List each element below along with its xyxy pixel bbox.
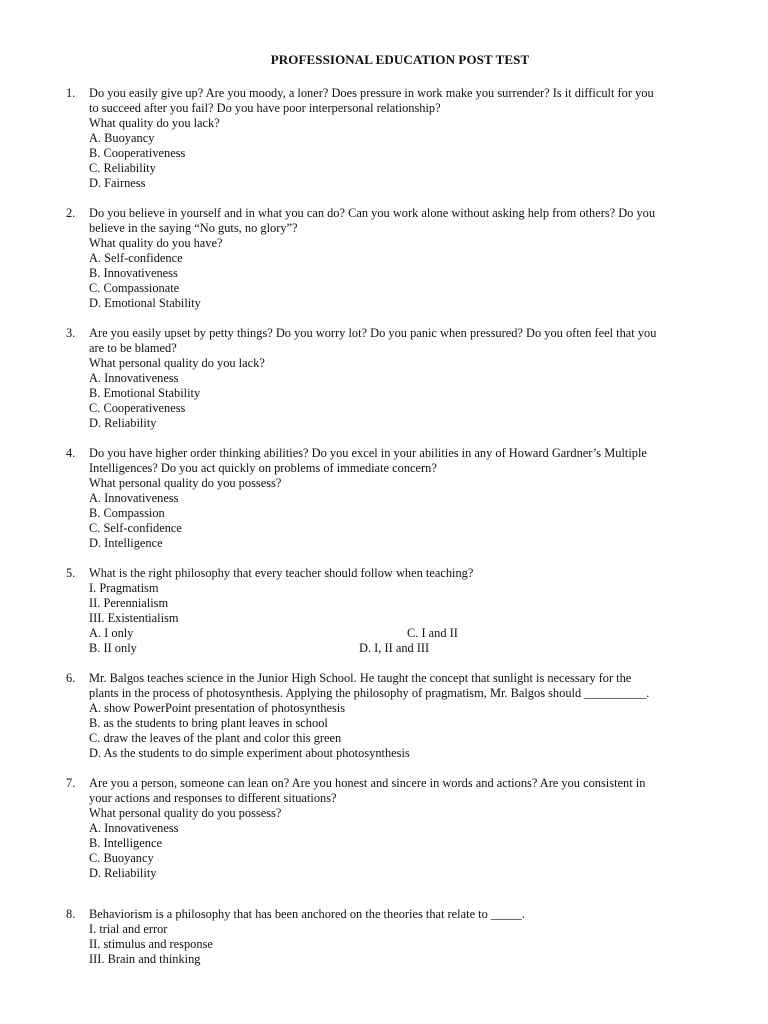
option-c: C. Self-confidence bbox=[89, 521, 182, 535]
question-body bbox=[89, 86, 728, 191]
question-stem-line: your actions and responses to different situations? bbox=[89, 791, 337, 805]
roman-item-i: I. Pragmatism bbox=[89, 581, 159, 595]
question-3 bbox=[66, 326, 728, 431]
option-a: A. Buoyancy bbox=[89, 131, 155, 145]
option-b: B. as the students to bring plant leaves in school bbox=[89, 716, 328, 730]
option-a: A. Innovativeness bbox=[89, 821, 179, 835]
question-stem-line: believe in the saying “No guts, no glory”? bbox=[89, 221, 298, 235]
question-body bbox=[89, 206, 728, 311]
option-d: D. Reliability bbox=[89, 866, 157, 880]
question-body bbox=[89, 776, 728, 881]
option-d: D. As the students to do simple experiment about photosynthesis bbox=[89, 746, 410, 760]
question-body bbox=[89, 566, 728, 656]
option-d: D. I, II and III bbox=[359, 641, 430, 655]
option-c: C. I and II bbox=[407, 626, 458, 640]
page-title: PROFESSIONAL EDUCATION POST TEST bbox=[270, 52, 530, 67]
question-stem-line: to succeed after you fail? Do you have poor interpersonal relationship? bbox=[89, 101, 441, 115]
question-7 bbox=[66, 776, 728, 881]
question-stem-line: Behaviorism is a philosophy that has been anchored on the theories that relate to _____. bbox=[89, 907, 525, 921]
question-body bbox=[89, 671, 728, 761]
question-number: 3. bbox=[66, 326, 76, 340]
question-number: 7. bbox=[66, 776, 76, 790]
question-number: 1. bbox=[66, 86, 76, 100]
options-row bbox=[89, 641, 728, 656]
option-b: B. II only bbox=[89, 641, 137, 655]
question-stem-line: Do you easily give up? Are you moody, a loner? Does pressure in work make you surrender? Is it difficult for you bbox=[89, 86, 654, 100]
question-5 bbox=[66, 566, 728, 656]
question-prompt: What quality do you lack? bbox=[89, 116, 220, 130]
question-stem-line: Intelligences? Do you act quickly on problems of immediate concern? bbox=[89, 461, 437, 475]
question-stem-line: plants in the process of photosynthesis. Applying the philosophy of pragmatism, Mr. Balgos should __________. bbox=[89, 686, 650, 700]
option-a: A. Innovativeness bbox=[89, 491, 179, 505]
question-prompt: What quality do you have? bbox=[89, 236, 223, 250]
option-a: A. Innovativeness bbox=[89, 371, 179, 385]
option-b: B. Compassion bbox=[89, 506, 165, 520]
roman-item-iii: III. Brain and thinking bbox=[89, 952, 201, 966]
option-c: C. draw the leaves of the plant and color this green bbox=[89, 731, 342, 745]
option-d: D. Intelligence bbox=[89, 536, 163, 550]
question-body bbox=[89, 326, 728, 431]
question-stem-line: Mr. Balgos teaches science in the Junior High School. He taught the concept that sunlight is necessary for the bbox=[89, 671, 632, 685]
question-stem-line: Do you have higher order thinking abilities? Do you excel in your abilities in any of Howard Gardner’s Multiple bbox=[89, 446, 647, 460]
option-b: B. Intelligence bbox=[89, 836, 162, 850]
question-stem-line: What is the right philosophy that every teacher should follow when teaching? bbox=[89, 566, 474, 580]
question-number: 5. bbox=[66, 566, 76, 580]
roman-item-ii: II. stimulus and response bbox=[89, 937, 213, 951]
question-prompt: What personal quality do you possess? bbox=[89, 806, 282, 820]
option-b: B. Cooperativeness bbox=[89, 146, 186, 160]
roman-item-ii: II. Perennialism bbox=[89, 596, 169, 610]
question-stem-line: Are you easily upset by petty things? Do you worry lot? Do you panic when pressured? Do you often feel that you bbox=[89, 326, 657, 340]
question-prompt: What personal quality do you possess? bbox=[89, 476, 282, 490]
option-d: D. Emotional Stability bbox=[89, 296, 201, 310]
question-body bbox=[89, 907, 728, 967]
question-number: 6. bbox=[66, 671, 76, 685]
roman-item-iii: III. Existentialism bbox=[89, 611, 179, 625]
option-b: B. Innovativeness bbox=[89, 266, 178, 280]
option-b: B. Emotional Stability bbox=[89, 386, 201, 400]
question-stem-line: are to be blamed? bbox=[89, 341, 177, 355]
question-body bbox=[89, 446, 728, 551]
roman-item-i: I. trial and error bbox=[89, 922, 168, 936]
option-a: A. show PowerPoint presentation of photosynthesis bbox=[89, 701, 346, 715]
question-number: 8. bbox=[66, 907, 76, 921]
option-a: A. Self-confidence bbox=[89, 251, 183, 265]
option-d: D. Reliability bbox=[89, 416, 157, 430]
question-prompt: What personal quality do you lack? bbox=[89, 356, 265, 370]
options-row bbox=[89, 626, 728, 641]
question-stem-line: Are you a person, someone can lean on? Are you honest and sincere in words and actions? Are you consistent in bbox=[89, 776, 646, 790]
question-stem-line: Do you believe in yourself and in what you can do? Can you work alone without asking help from others? Do you bbox=[89, 206, 656, 220]
question-8 bbox=[66, 907, 728, 967]
option-c: C. Reliability bbox=[89, 161, 156, 175]
question-6 bbox=[66, 671, 728, 761]
option-c: C. Cooperativeness bbox=[89, 401, 186, 415]
option-a: A. I only bbox=[89, 626, 134, 640]
question-number: 2. bbox=[66, 206, 76, 220]
question-2 bbox=[66, 206, 728, 311]
question-number: 4. bbox=[66, 446, 76, 460]
question-4 bbox=[66, 446, 728, 551]
option-d: D. Fairness bbox=[89, 176, 146, 190]
option-c: C. Buoyancy bbox=[89, 851, 154, 865]
option-c: C. Compassionate bbox=[89, 281, 180, 295]
question-1 bbox=[66, 86, 728, 191]
